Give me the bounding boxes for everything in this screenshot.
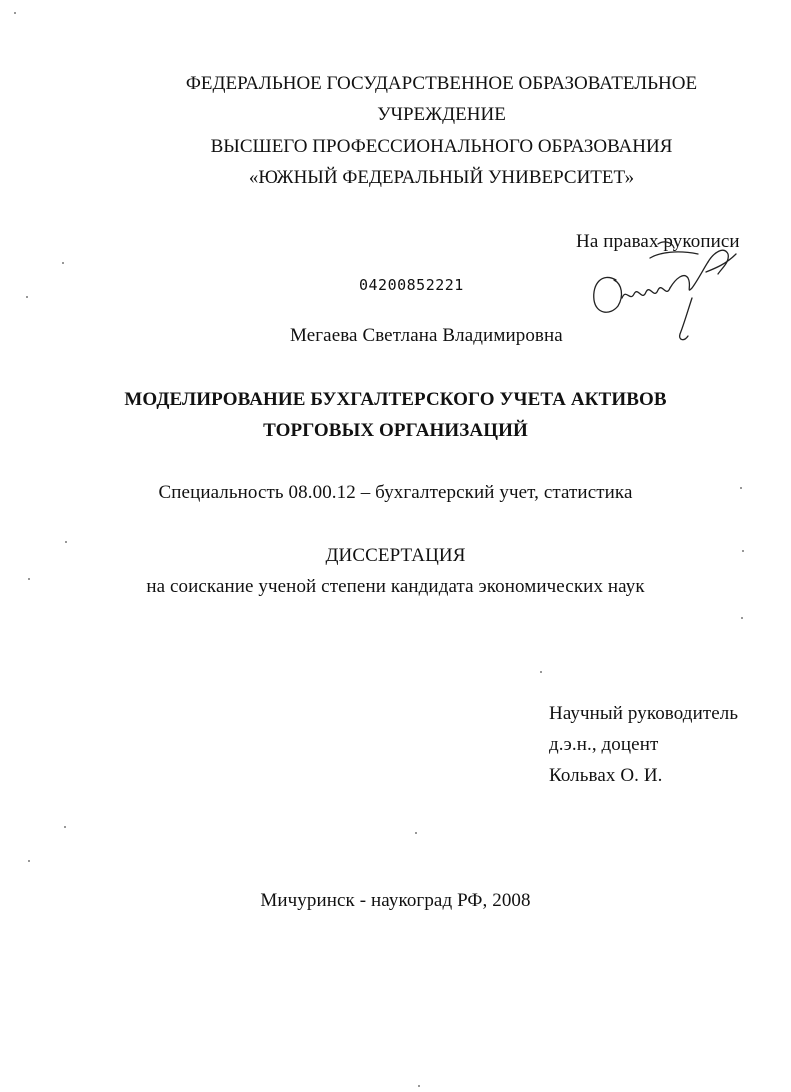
scan-speck [540,671,542,673]
degree-statement: на соискание ученой степени кандидата экономических наук [146,576,645,597]
scan-speck [64,826,66,828]
scan-speck [26,296,28,298]
stamp-number: 04200852221 [359,276,464,294]
institution-line-3: ВЫСШЕГО ПРОФЕССИОНАЛЬНОГО ОБРАЗОВАНИЯ [210,136,673,157]
supervisor-name: Кольвах О. И. [549,765,663,786]
institution-line-1: ФЕДЕРАЛЬНОЕ ГОСУДАРСТВЕННОЕ ОБРАЗОВАТЕЛЬНОЕ [185,73,698,94]
institution-line-2: УЧРЕЖДЕНИЕ [377,104,506,125]
document-type: ДИССЕРТАЦИЯ [325,545,466,566]
scan-speck [28,578,30,580]
scan-speck [418,1085,420,1087]
author-name: Мегаева Светлана Владимировна [290,325,563,346]
scan-speck [415,832,417,834]
dissertation-title-line-2: ТОРГОВЫХ ОРГАНИЗАЦИЙ [263,420,528,441]
scan-speck [741,617,743,619]
scan-speck [28,860,30,862]
dissertation-title-line-1: МОДЕЛИРОВАНИЕ БУХГАЛТЕРСКОГО УЧЕТА АКТИВОВ [124,389,667,410]
scan-speck [14,12,16,14]
signature-icon [588,228,748,350]
scan-speck [742,550,744,552]
footer-city-year: Мичуринск - наукоград РФ, 2008 [260,890,531,911]
scan-speck [740,487,742,489]
manuscript-note: На правах рукописи [576,231,740,252]
supervisor-role: Научный руководитель [549,703,739,724]
institution-line-4: «ЮЖНЫЙ ФЕДЕРАЛЬНЫЙ УНИВЕРСИТЕТ» [248,167,635,188]
supervisor-degree: д.э.н., доцент [549,734,659,755]
specialty: Специальность 08.00.12 – бухгалтерский учет, статистика [158,482,633,503]
scan-speck [65,541,67,543]
scan-speck [62,262,64,264]
